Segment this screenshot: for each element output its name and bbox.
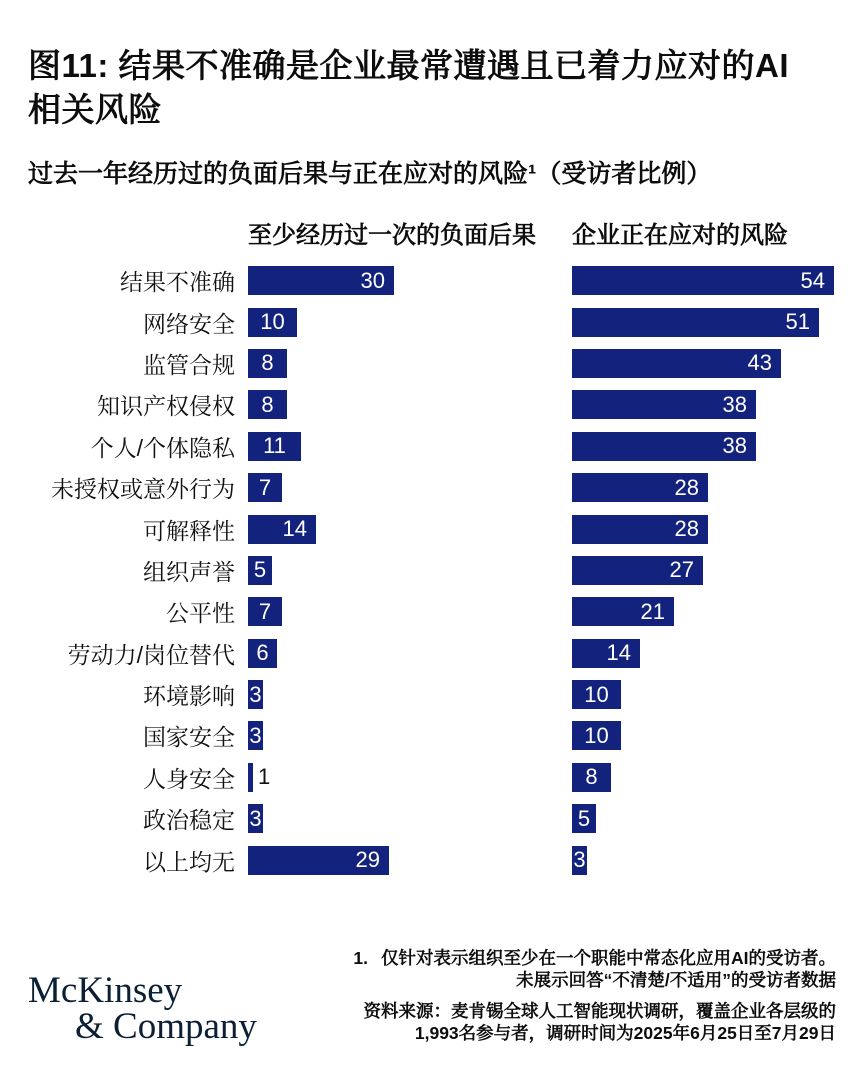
bar-track-right [572, 639, 836, 668]
exhibit-title-line1: 图11: 结果不准确是企业最常遭遇且已着力应对的AI [28, 47, 790, 84]
chart-row [28, 591, 836, 632]
category-label: 监管合规 [143, 351, 235, 378]
bar-value-label: 7 [258, 474, 272, 500]
bar-right [572, 432, 756, 461]
bar-track-left [248, 473, 572, 502]
bar-track-left [248, 266, 572, 295]
bar-left [248, 846, 389, 875]
category-label: 劳动力/岗位替代 [67, 641, 235, 668]
source-line2: 1,993名参与者，调研时间为2025年6月25日至7月29日 [414, 1022, 836, 1043]
bar-right [572, 349, 781, 378]
mckinsey-logo [28, 969, 257, 1047]
header-spacer [28, 220, 248, 252]
bar-right [572, 846, 587, 875]
bar-right [572, 266, 834, 295]
category-label: 国家安全 [143, 724, 235, 751]
chart-row [28, 343, 836, 384]
bar-track-left [248, 846, 572, 875]
bar-left [248, 473, 282, 502]
chart-row [28, 260, 836, 301]
chart-row [28, 633, 836, 674]
bar-left [248, 721, 263, 750]
bar-right [572, 473, 708, 502]
bar-value-label: 14 [282, 516, 307, 542]
chart-row [28, 839, 836, 880]
bar-right [572, 556, 703, 585]
bar-value-label: 27 [669, 557, 694, 583]
column-headers [28, 220, 836, 252]
bar-track-left [248, 432, 572, 461]
bar-track-right [572, 349, 836, 378]
bar-value-label: 3 [249, 805, 262, 831]
bar-right [572, 763, 611, 792]
bar-value-label: 43 [747, 350, 772, 376]
bar-track-right [572, 515, 836, 544]
bar-value-label: 5 [253, 557, 267, 583]
bar-value-label: 51 [785, 309, 810, 335]
chart-row [28, 674, 836, 715]
logo-line2: & Company [75, 1005, 257, 1047]
chart-row [28, 757, 836, 798]
bar-value-label: 38 [722, 391, 747, 417]
bar-left [248, 349, 287, 378]
footnote-1-line1 [353, 947, 836, 969]
bar-left [248, 390, 287, 419]
bar-right [572, 308, 819, 337]
bar-left [248, 556, 272, 585]
bar-value-label: 11 [263, 433, 286, 459]
bar-left [248, 308, 297, 337]
bar-value-label: 10 [584, 722, 609, 748]
bar-value-label: 10 [584, 681, 609, 707]
bar-value-label: 7 [258, 598, 272, 624]
category-label: 个人/个体隐私 [90, 434, 235, 461]
bar-value-label: 30 [360, 267, 385, 293]
bar-value-label: 1 [258, 764, 271, 790]
chart-row [28, 301, 836, 342]
paired-bar-chart [28, 260, 836, 881]
bar-track-left [248, 639, 572, 668]
bar-track-right [572, 680, 836, 709]
bar-value-label: 3 [573, 847, 586, 873]
category-label: 未授权或意外行为 [51, 476, 235, 503]
bar-left [248, 515, 316, 544]
chart-row [28, 715, 836, 756]
bar-value-label: 14 [606, 640, 631, 666]
bar-right [572, 390, 756, 419]
category-label: 结果不准确 [120, 269, 235, 296]
bar-track-left [248, 308, 572, 337]
bar-right [572, 680, 621, 709]
column-header-negative-consequences: 至少经历过一次的负面后果 [248, 222, 536, 249]
bar-track-left [248, 556, 572, 585]
bar-track-left [248, 515, 572, 544]
exhibit-title-line2: 相关风险 [28, 91, 162, 128]
bar-value-label: 10 [260, 309, 285, 335]
bar-track-right [572, 763, 836, 792]
chart-row [28, 467, 836, 508]
category-label: 组织声誉 [143, 558, 235, 585]
source-line1: 资料来源：麦肯锡全球人工智能现状调研，覆盖企业各层级的 [363, 1000, 836, 1021]
bar-value-label: 6 [256, 640, 269, 666]
footnotes-block [353, 947, 836, 1044]
chart-row [28, 426, 836, 467]
bar-left [248, 639, 277, 668]
bar-left [248, 266, 394, 295]
bar-track-right [572, 266, 836, 295]
bar-left [248, 597, 282, 626]
bar-track-left [248, 763, 572, 792]
bar-right [572, 515, 708, 544]
bar-right [572, 721, 621, 750]
category-label: 可解释性 [143, 517, 235, 544]
category-label: 环境影响 [143, 683, 235, 710]
bar-left [248, 432, 301, 461]
bar-value-label: 3 [249, 722, 262, 748]
chart-row [28, 508, 836, 549]
bar-track-left [248, 721, 572, 750]
bar-track-left [248, 597, 572, 626]
category-label: 以上均无 [143, 848, 235, 875]
bar-track-right [572, 390, 836, 419]
bar-track-right [572, 846, 836, 875]
bar-track-right [572, 308, 836, 337]
bar-track-left [248, 349, 572, 378]
category-label: 政治稳定 [143, 807, 235, 834]
bar-value-label: 8 [585, 764, 598, 790]
exhibit-title [28, 44, 836, 132]
chart-row [28, 798, 836, 839]
bar-track-left [248, 680, 572, 709]
footnote-1-line2: 未展示回答“不清楚/不适用”的受访者数据 [516, 969, 836, 990]
bar-value-label: 5 [577, 805, 591, 831]
exhibit-subtitle: 过去一年经历过的负面后果与正在应对的风险¹（受访者比例） [28, 160, 712, 188]
bar-right [572, 639, 640, 668]
category-label: 网络安全 [143, 310, 235, 337]
bar-track-left [248, 804, 572, 833]
column-header-risks-addressed: 企业正在应对的风险 [572, 222, 788, 249]
logo-line1: McKinsey [28, 969, 183, 1011]
bar-value-label: 21 [640, 598, 665, 624]
bar-left [248, 804, 263, 833]
bar-track-right [572, 432, 836, 461]
bar-right [572, 597, 674, 626]
category-label: 知识产权侵权 [97, 393, 235, 420]
footnote-1-text: 仅针对表示组织至少在一个职能中常态化应用AI的受访者。 [381, 947, 836, 968]
bar-value-label: 8 [261, 391, 274, 417]
bar-value-label: 8 [261, 350, 274, 376]
bar-track-left [248, 390, 572, 419]
footnote-1-marker: 1. [353, 947, 368, 968]
source-block [353, 1000, 836, 1044]
bar-track-right [572, 556, 836, 585]
bar-value-label: 38 [722, 433, 747, 459]
bar-right [572, 804, 596, 833]
bar-left [248, 680, 263, 709]
bar-value-label: 54 [800, 267, 825, 293]
footer [28, 947, 836, 1045]
bar-track-right [572, 473, 836, 502]
bar-track-right [572, 721, 836, 750]
chart-row [28, 384, 836, 425]
bar-value-label: 29 [355, 847, 380, 873]
category-label: 人身安全 [143, 765, 235, 792]
bar-track-right [572, 804, 836, 833]
bar-value-label: 3 [249, 681, 262, 707]
bar-value-label: 28 [674, 516, 699, 542]
chart-row [28, 550, 836, 591]
category-label: 公平性 [166, 600, 235, 627]
bar-value-label: 28 [674, 474, 699, 500]
bar-track-right [572, 597, 836, 626]
